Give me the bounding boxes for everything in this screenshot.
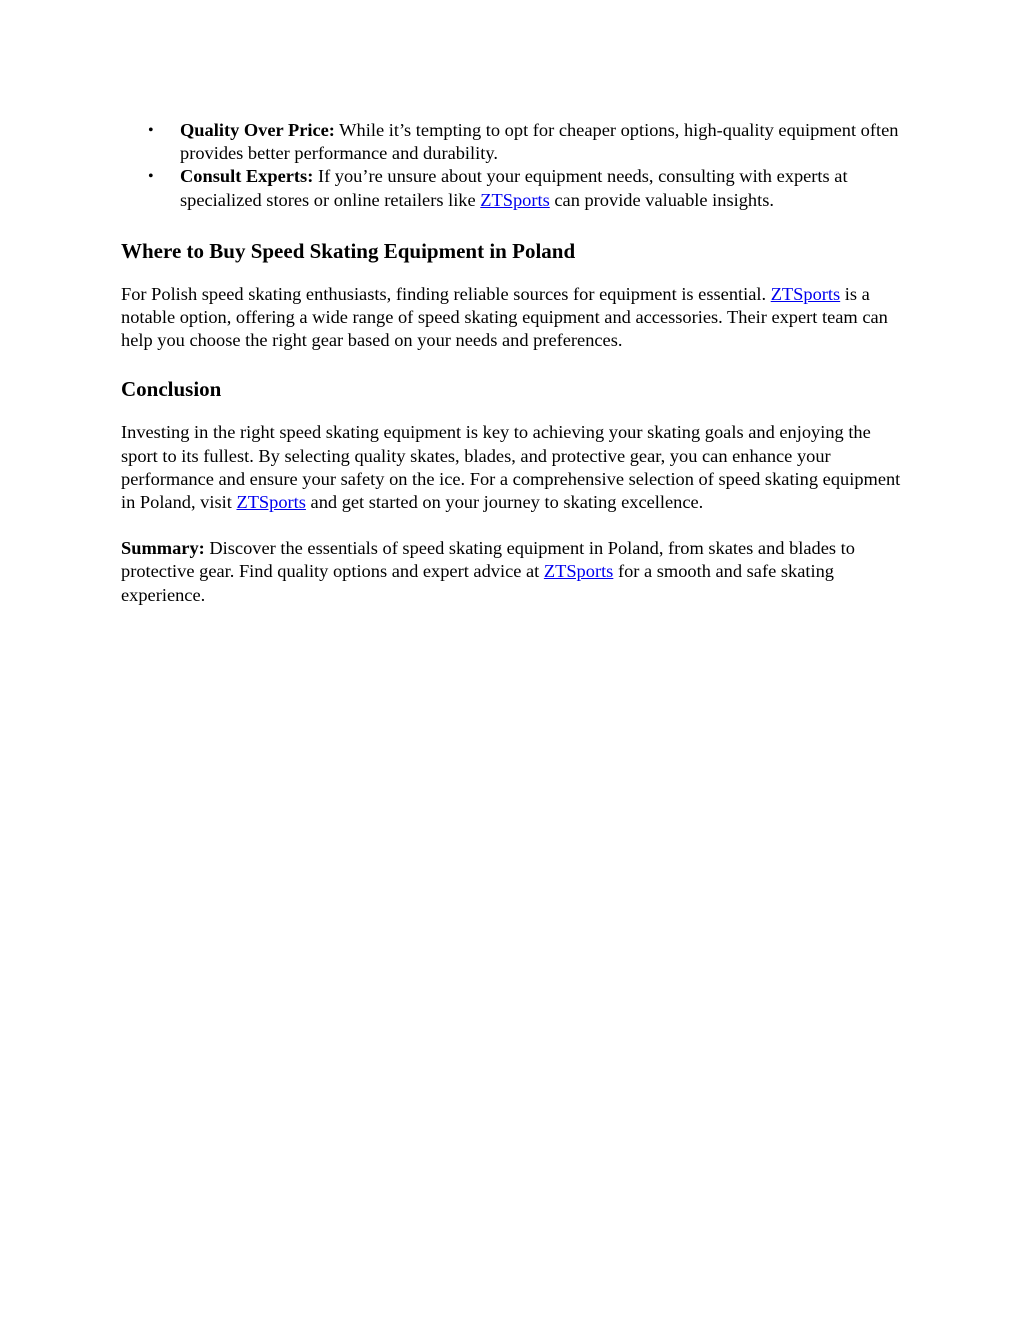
- ztsports-link[interactable]: ZTSports: [236, 492, 306, 513]
- list-item: [121, 165, 906, 211]
- paragraph-text-after: and get started on your journey to skating excellence.: [305, 492, 704, 513]
- conclusion-paragraph: [121, 421, 906, 514]
- where-to-buy-paragraph: [121, 283, 906, 353]
- bullet-icon: •: [148, 122, 154, 139]
- where-to-buy-heading: Where to Buy Speed Skating Equipment in Poland: [121, 238, 576, 263]
- tips-list: [121, 119, 906, 212]
- bullet-text-after: can provide valuable insights.: [549, 189, 774, 210]
- summary-paragraph: [121, 537, 906, 607]
- bullet-text: If you’re unsure about your equipment needs, consulting with experts at specialized stores or online retailers like: [180, 166, 848, 210]
- bullet-text: While it’s tempting to opt for cheaper options, high-quality equipment often provides better performance and durability.: [180, 120, 899, 164]
- bullet-label: Quality Over Price:: [180, 120, 335, 140]
- paragraph-text: Discover the essentials of speed skating equipment in Poland, from skates and blades to protective gear. Find quality options and expert advice at: [121, 538, 855, 582]
- list-item: [121, 119, 906, 165]
- ztsports-link[interactable]: ZTSports: [770, 283, 841, 304]
- document-page: [121, 119, 906, 607]
- bullet-label: Consult Experts:: [180, 166, 314, 187]
- paragraph-text: Investing in the right speed skating equipment is key to achieving your skating goals and enjoying the sport to its fullest. By selecting quality skates, blades, and protective gear, you can enhance your performance and ensure your safety on the ice. For a comprehensive selection of speed skating equipment in Poland, visit: [121, 422, 901, 513]
- conclusion-heading: Conclusion: [121, 377, 222, 402]
- paragraph-text: For Polish speed skating enthusiasts, finding reliable sources for equipment is essential.: [121, 283, 771, 304]
- ztsports-link[interactable]: ZTSports: [543, 561, 614, 582]
- bullet-icon: •: [148, 168, 154, 186]
- paragraph-text-after: is a notable option, offering a wide range of speed skating equipment and accessories. Their expert team can help you choose the right gear based on your needs and preferences.: [121, 283, 888, 351]
- ztsports-link[interactable]: ZTSports: [480, 189, 550, 210]
- paragraph-text-after: for a smooth and safe skating experience.: [121, 561, 834, 605]
- summary-label: Summary:: [121, 538, 205, 559]
